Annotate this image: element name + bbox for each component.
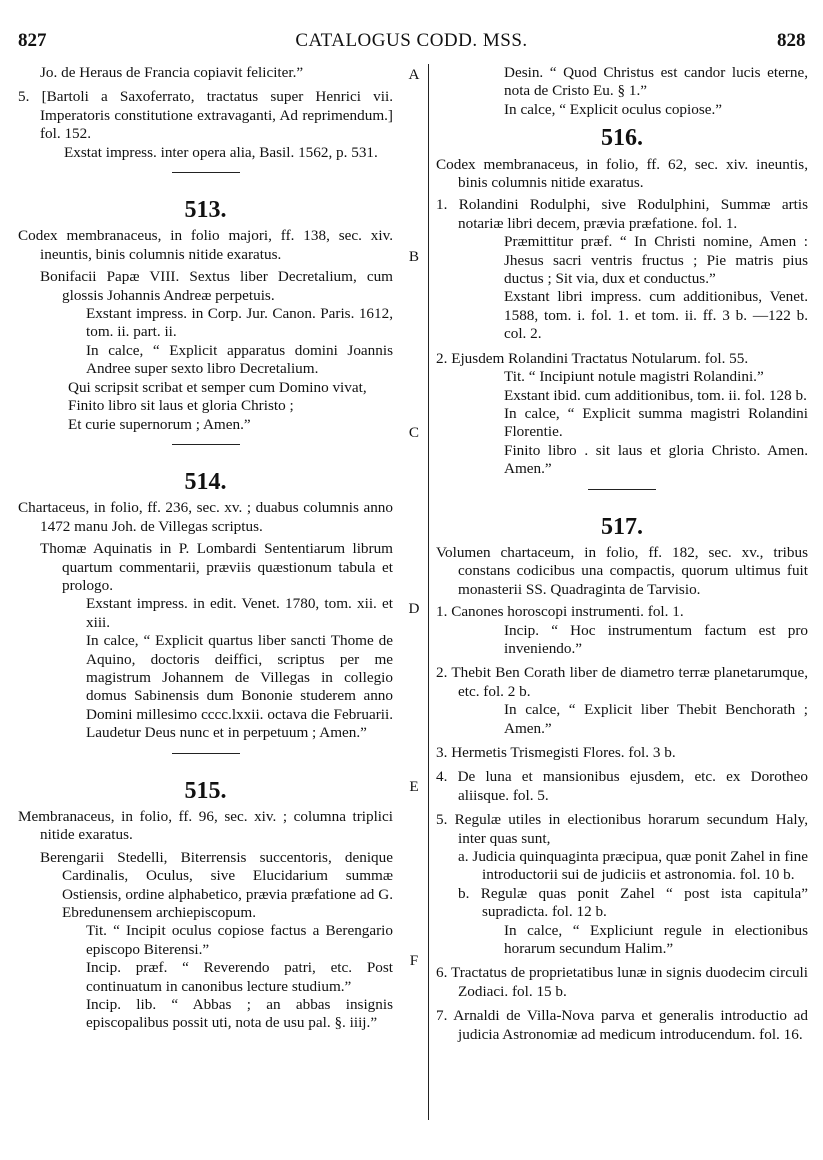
codex-note: Tit. “ Incipit oculus copiose factus a Berengario episcopo Biterensi.” <box>86 922 393 958</box>
codex-description: Codex membranaceus, in folio majori, ff. 138, sec. xiv. ineuntis, binis columnis nitide exaratus. <box>18 227 393 263</box>
codex-number-514: 514. <box>184 468 227 495</box>
codex-item: 1. Rolandini Rodulphi, sive Rodulphini, Summæ artis notariæ libri decem, prævia præfatione. fol. 1. <box>436 196 808 232</box>
codex-work: Thomæ Aquinatis in P. Lombardi Sententiarum librum quartum commentarii, prævіis quæstionum tabula et prologo. <box>40 540 393 594</box>
codex-note: In calce, “ Explicit liber Thebit Benchorath ; Amen.” <box>504 701 808 737</box>
carryover-line: Desin. “ Quod Christus est candor lucis eterne, nota de Cristo Eu. § 1.” <box>504 64 808 100</box>
codex-item: 1. Canones horoscopi instrumenti. fol. 1. <box>436 603 684 621</box>
codex-note: Incip. præf. “ Reverendo patri, etc. Post continuatum in canonibus lecture studium.” <box>86 959 393 995</box>
codex-note: Incip. “ Hoc instrumentum factum est pro inveniendo.” <box>504 621 808 657</box>
carryover-line: Jo. de Heraus de Francia copiavit feliciter.” <box>40 64 304 81</box>
margin-letter-c: C <box>408 424 420 441</box>
entry-note: Exstat impress. inter opera alia, Basil. 1562, p. 531. <box>64 143 378 161</box>
codex-item: 5. Regulæ utiles in electionibus horarum secundum Haly, inter quas sunt, <box>436 811 808 847</box>
section-rule <box>588 489 656 490</box>
codex-item: 6. Tractatus de proprietatibus lunæ in signis duodecim circuli Zodiaci. fol. 15 b. <box>436 964 808 1000</box>
codex-note: In calce, “ Expliciunt regule in electionibus horarum secundum Halim.” <box>504 921 808 958</box>
codex-note: Exstant impress. in edit. Venet. 1780, tom. xii. et xiii. <box>86 595 393 631</box>
codex-number-515: 515. <box>184 777 227 804</box>
codex-item: 2. Thebit Ben Corath liber de diametro terræ planetarumque, etc. fol. 2 b. <box>436 664 808 700</box>
section-rule <box>172 444 240 445</box>
codex-subitem: b. Regulæ quas ponit Zahel “ post ista capitula” supradicta. fol. 12 b. <box>458 884 808 921</box>
codex-description: Codex membranaceus, in folio, ff. 62, sec. xiv. ineuntis, binis columnis nitide exaratus. <box>436 155 808 192</box>
codex-note: In calce, “ Explicit apparatus domini Joannis Andree super sexto libro Decretalium. <box>86 341 393 378</box>
codex-note: In calce, “ Explicit quartus liber sancti Thome de Aquino, doctoris deiffici, scriptus per me magistrum Johannem de Villegas in collegio domus Sabinensis dum Bononie studerem anno Domini millesimo cccc.lxxii. octava die Februarii. Laudetur Deus nunc et in perpetuum ; Amen.” <box>86 632 393 742</box>
codex-item: 2. Ejusdem Rolandini Tractatus Notularum. fol. 55. <box>436 349 749 367</box>
column-divider <box>428 64 429 1120</box>
margin-letter-f: F <box>409 952 419 969</box>
codex-note: Præmittitur præf. “ In Christi nomine, Amen : Jhesus sacri ventris fructus ; Pie matris pius ductus ; Sit via, dux et conductus.” <box>504 233 808 288</box>
codex-note: Incip. lib. “ Abbas ; an abbas insignis episcopalibus possit uti, nota de usu pal. §. iiij.” <box>86 996 393 1032</box>
margin-letter-d: D <box>408 600 420 617</box>
codex-item: 4. De luna et mansionibus ejusdem, etc. ex Dorotheo aliisque. fol. 5. <box>436 768 808 804</box>
carryover-line: In calce, “ Explicit oculus copiose.” <box>504 100 723 118</box>
page-number-right: 828 <box>777 30 806 51</box>
codex-note: Finito libro . sit laus et gloria Christo. Amen. Amen.” <box>504 441 808 478</box>
codex-note: Tit. “ Incipiunt notule magistri Rolandini.” <box>504 368 764 386</box>
verse-line: Qui scripsit scribat et semper cum Domino vivat, <box>68 378 367 396</box>
codex-item: 7. Arnaldi de Villa-Nova parva et generalis introductio ad judicia Astronomiæ ad medicum introducendum. fol. 16. <box>436 1007 808 1043</box>
margin-letters <box>404 62 424 1122</box>
section-rule <box>172 172 240 173</box>
margin-letter-b: B <box>408 248 420 265</box>
codex-number-513: 513. <box>184 197 227 224</box>
running-title: CATALOGUS CODD. MSS. <box>295 30 528 51</box>
left-column <box>18 64 393 1033</box>
verse-line: Et curie supernorum ; Amen.” <box>68 415 251 433</box>
codex-work: Bonifacii Papæ VIII. Sextus liber Decretalium, cum glossis Johannis Andreæ perpetuis. <box>40 268 393 304</box>
codex-note: Exstant impress. in Corp. Jur. Canon. Paris. 1612, tom. ii. part. ii. <box>86 305 393 341</box>
codex-subitem: a. Judicia quinquaginta præcipua, quæ ponit Zahel in fine introductorii sui de judiciis et astronomia. fol. 10 b. <box>458 848 808 884</box>
entry-item-5: 5. [Bartoli a Saxoferrato, tractatus super Henrici vii. Imperatoris constitutione extravaganti, Ad reprimendum.] fol. 152. <box>18 88 393 143</box>
verse-line: Finito libro sit laus et gloria Christo ; <box>68 397 294 415</box>
codex-note: In calce, “ Explicit summa magistri Rolandini Florentie. <box>504 404 808 441</box>
margin-letter-a: A <box>408 66 420 83</box>
right-column <box>436 64 808 1044</box>
codex-description: Chartaceus, in folio, ff. 236, sec. xv. ; duabus columnis anno 1472 manu Joh. de Villegas scriptus. <box>18 499 393 535</box>
margin-letter-e: E <box>409 778 419 795</box>
codex-item: 3. Hermetis Trismegisti Flores. fol. 3 b. <box>436 744 676 761</box>
codex-description: Membranaceus, in folio, ff. 96, sec. xiv. ; columna triplici nitide exaratus. <box>18 808 393 844</box>
codex-note: Exstant libri impress. cum additionibus, Venet. 1588, tom. i. fol. 1. et tom. ii. ff. 3 b. —122 b. col. 2. <box>504 288 808 343</box>
codex-note: Exstant ibid. cum additionibus, tom. ii. fol. 128 b. <box>504 386 807 404</box>
section-rule <box>172 753 240 754</box>
page-header <box>0 0 823 52</box>
codex-description: Volumen chartaceum, in folio, ff. 182, sec. xv., tribus constans codicibus una compactis, quorum ultimus fuit monasterii SS. Quadraginta de Tarvisio. <box>436 543 808 598</box>
codex-work: Berengarii Stedelli, Biterrensis succentoris, denique Cardinalis, Oculus, sive Elucidarium summæ Ostiensis, ordine alphabetico, prævia præfatione ad G. Ebredunensem archiepiscopum. <box>40 848 393 922</box>
codex-number-516: 516. <box>601 125 643 152</box>
codex-number-517: 517. <box>601 513 643 540</box>
page-number-left: 827 <box>18 30 47 51</box>
